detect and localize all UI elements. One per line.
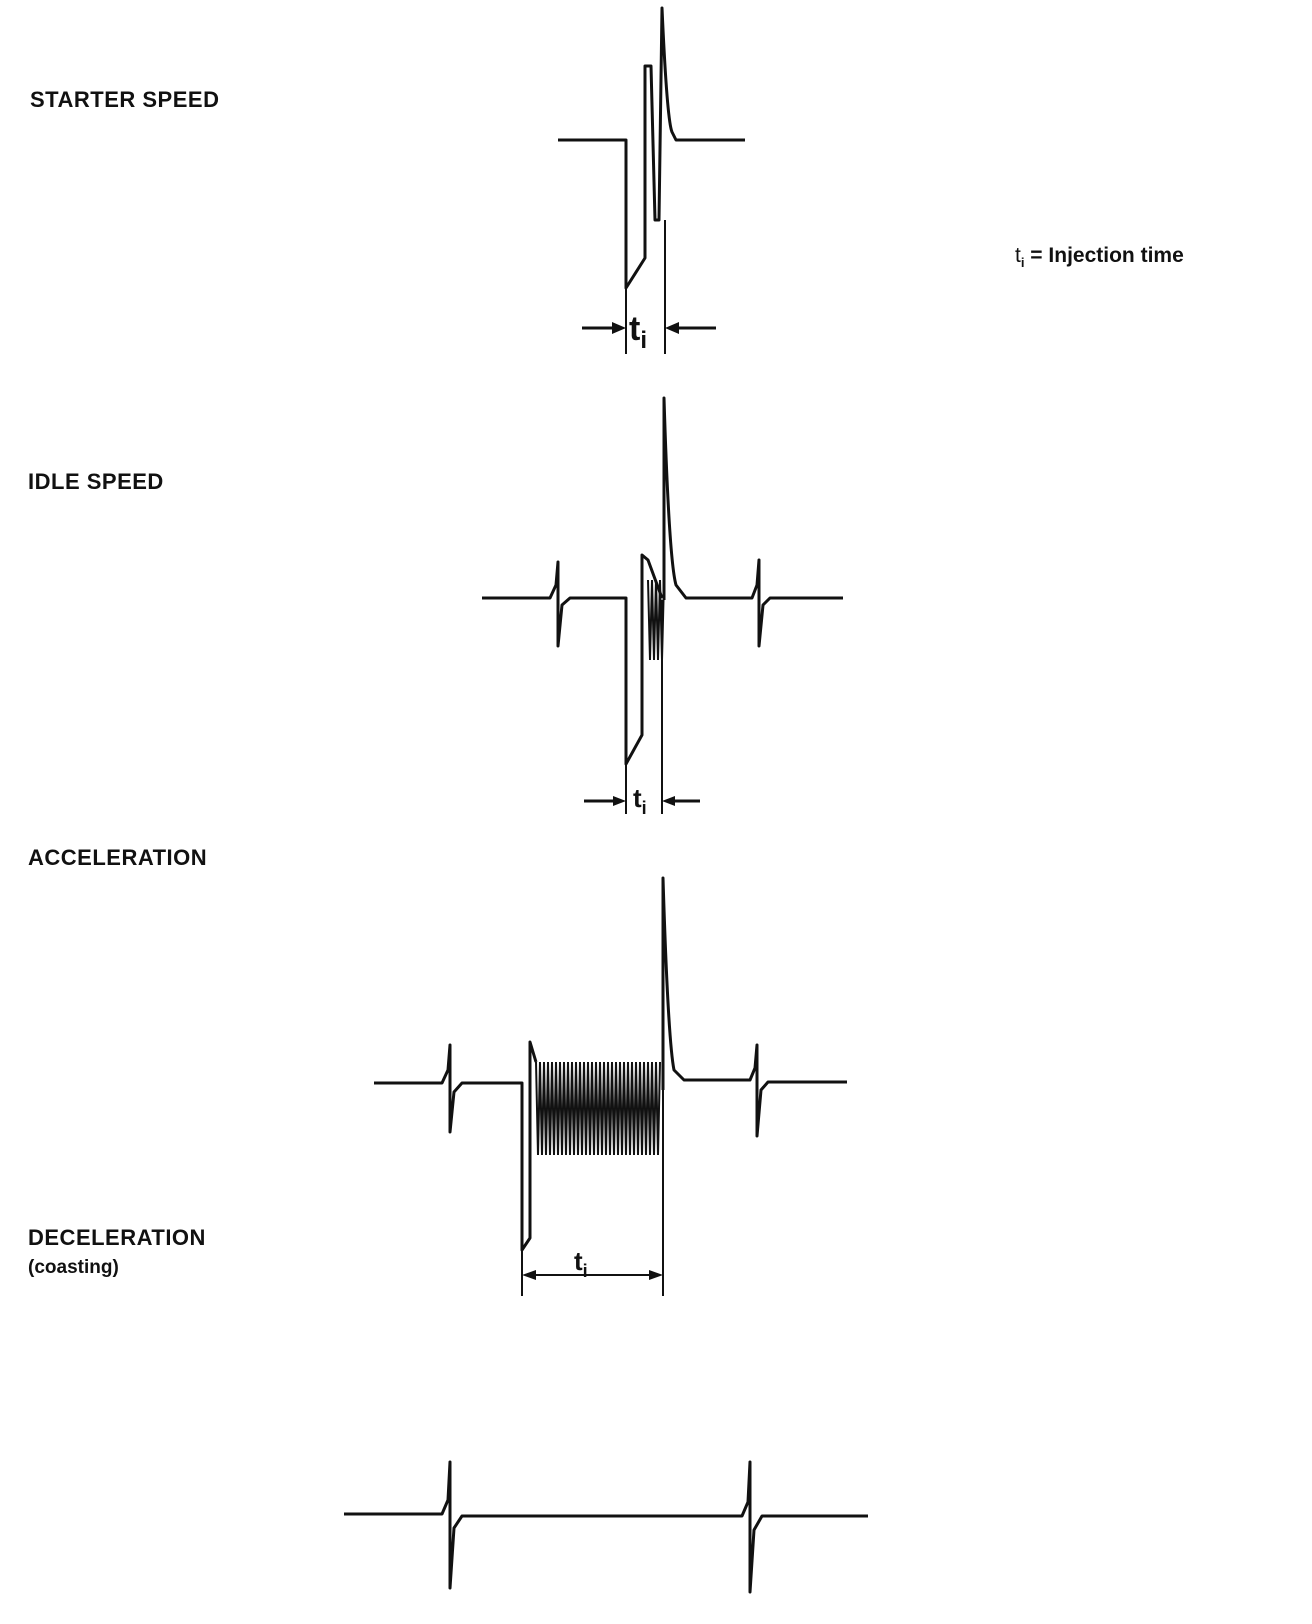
ti-label-acceleration: $t_i$ xyxy=(574,1246,588,1281)
acceleration-oscillation-path xyxy=(536,1062,660,1155)
label-deceleration-sub: (coasting) xyxy=(28,1257,119,1278)
label-idle-speed: IDLE SPEED xyxy=(28,469,164,494)
acceleration-oscillation xyxy=(536,1062,660,1155)
label-acceleration: ACCELERATION xyxy=(28,845,208,870)
legend-symbol: t xyxy=(1015,244,1021,267)
legend-subscript: i xyxy=(1020,255,1025,271)
starter-speed-waveform xyxy=(558,8,745,354)
ti-label-idle: $t_i$ xyxy=(633,783,647,818)
idle-speed-waveform xyxy=(482,398,843,818)
deceleration-waveform xyxy=(344,1462,868,1592)
legend-text: = Injection time xyxy=(1024,244,1184,267)
ti-label-starter: $t_i$ xyxy=(629,310,647,354)
label-deceleration: DECELERATION xyxy=(28,1225,206,1250)
label-starter-speed: STARTER SPEED xyxy=(30,87,220,112)
acceleration-waveform xyxy=(374,878,847,1296)
